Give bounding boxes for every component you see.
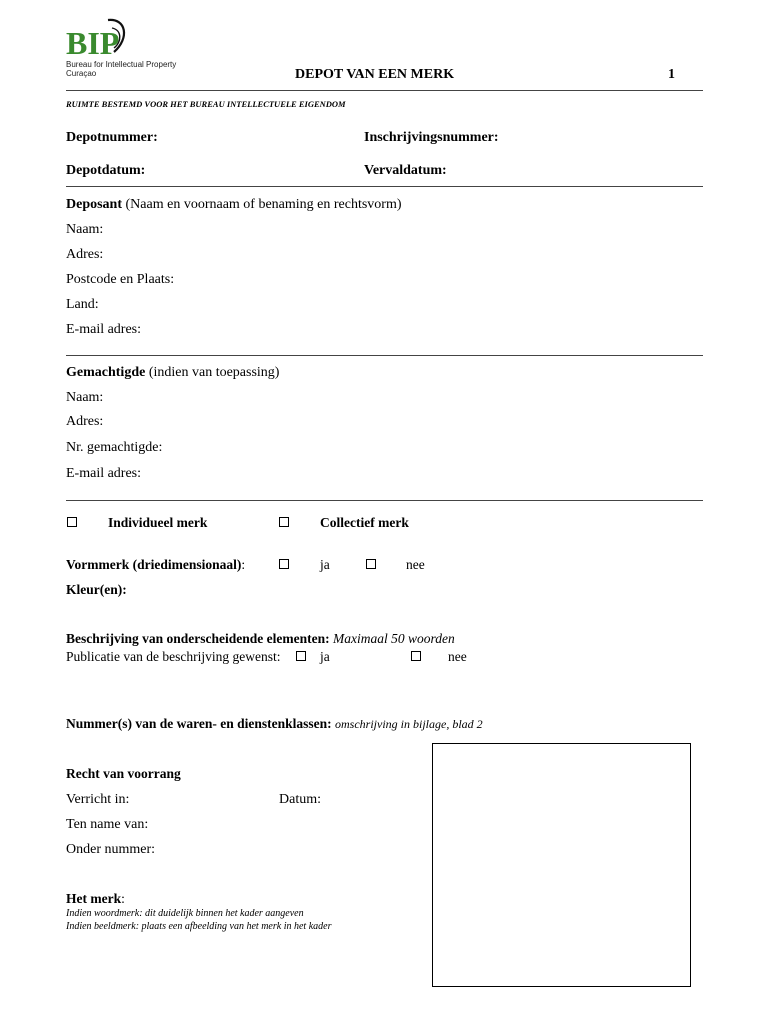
beschrijving-row	[66, 631, 455, 647]
publicatie-ja-label: ja	[320, 649, 330, 664]
publicatie-label: Publicatie van de beschrijving gewenst:	[66, 649, 281, 664]
deposant-email-label: E-mail adres:	[66, 322, 142, 337]
voorrang-heading: Recht van voorrang	[66, 766, 181, 781]
klassen-note: omschrijving in bijlage, blad 2	[335, 717, 483, 731]
deposant-land-label: Land:	[66, 297, 99, 312]
vormmerk-nee-label: nee	[406, 557, 425, 572]
gemachtigde-adres-label: Adres:	[66, 414, 104, 429]
collectief-merk-checkbox[interactable]	[279, 517, 289, 527]
office-rule	[66, 186, 703, 187]
reserved-note: RUIMTE BESTEMD VOOR HET BUREAU INTELLECTUELE EIGENDOM	[66, 99, 346, 109]
vormmerk-ja-label: ja	[320, 557, 330, 572]
collectief-merk-label: Collectief merk	[320, 515, 409, 530]
het-merk-row	[66, 891, 125, 907]
deposant-heading: Deposant	[66, 197, 123, 212]
onder-nummer-label: Onder nummer:	[66, 842, 156, 857]
verricht-in-label: Verricht in:	[66, 792, 130, 807]
het-merk-colon: :	[121, 891, 125, 906]
gemachtigde-heading-row	[66, 365, 279, 381]
deposant-adres-label: Adres:	[66, 247, 104, 262]
inschrijvingsnummer-label: Inschrijvingsnummer:	[364, 130, 499, 145]
gemachtigde-email-label: E-mail adres:	[66, 466, 142, 481]
publicatie-nee-checkbox[interactable]	[411, 651, 421, 661]
klassen-row	[66, 716, 483, 732]
form-title: DEPOT VAN EEN MERK	[295, 67, 455, 82]
logo-line2: Curaçao	[66, 69, 97, 78]
deposant-postcode-label: Postcode en Plaats:	[66, 272, 175, 287]
header-rule	[66, 90, 703, 91]
logo-caption	[66, 60, 176, 78]
deposant-heading-row	[66, 197, 402, 213]
logo-letters: BIP	[66, 25, 120, 61]
page-number: 1	[668, 67, 675, 82]
deposant-rule	[66, 355, 703, 356]
trademark-image-box[interactable]	[432, 743, 691, 987]
het-merk-note-woordmerk: Indien woordmerk: dit duidelijk binnen het kader aangeven	[66, 908, 304, 919]
gemachtigde-heading: Gemachtigde	[66, 365, 146, 380]
individueel-merk-label: Individueel merk	[108, 515, 208, 530]
datum-label: Datum:	[279, 792, 321, 807]
deposant-heading-note: (Naam en voornaam of benaming en rechtsvorm)	[125, 197, 402, 212]
vervaldatum-label: Vervaldatum:	[364, 163, 447, 178]
vormmerk-ja-checkbox[interactable]	[279, 559, 289, 569]
vormmerk-nee-checkbox[interactable]	[366, 559, 376, 569]
vormmerk-colon: :	[241, 557, 246, 572]
gemachtigde-rule	[66, 500, 703, 501]
klassen-label: Nummer(s) van de waren- en dienstenklassen:	[66, 716, 332, 731]
gemachtigde-naam-label: Naam:	[66, 390, 104, 405]
beschrijving-label: Beschrijving van onderscheidende elementen:	[66, 631, 330, 646]
publicatie-ja-checkbox[interactable]	[296, 651, 306, 661]
beschrijving-note: Maximaal 50 woorden	[332, 631, 455, 646]
het-merk-note-beeldmerk: Indien beeldmerk: plaats een afbeelding van het merk in het kader	[66, 921, 332, 932]
vormmerk-row	[66, 557, 245, 573]
deposant-naam-label: Naam:	[66, 222, 104, 237]
individueel-merk-checkbox[interactable]	[67, 517, 77, 527]
het-merk-heading: Het merk	[66, 891, 122, 906]
depotdatum-label: Depotdatum:	[66, 163, 146, 178]
depotnummer-label: Depotnummer:	[66, 130, 158, 145]
kleur-label: Kleur(en):	[66, 582, 127, 597]
gemachtigde-nr-label: Nr. gemachtigde:	[66, 440, 163, 455]
gemachtigde-heading-note: (indien van toepassing)	[148, 365, 280, 380]
vormmerk-label: Vormmerk (driedimensionaal)	[66, 557, 242, 572]
logo-line1: Bureau for Intellectual Property	[66, 60, 177, 69]
publicatie-nee-label: nee	[448, 649, 467, 664]
ten-name-van-label: Ten name van:	[66, 817, 149, 832]
